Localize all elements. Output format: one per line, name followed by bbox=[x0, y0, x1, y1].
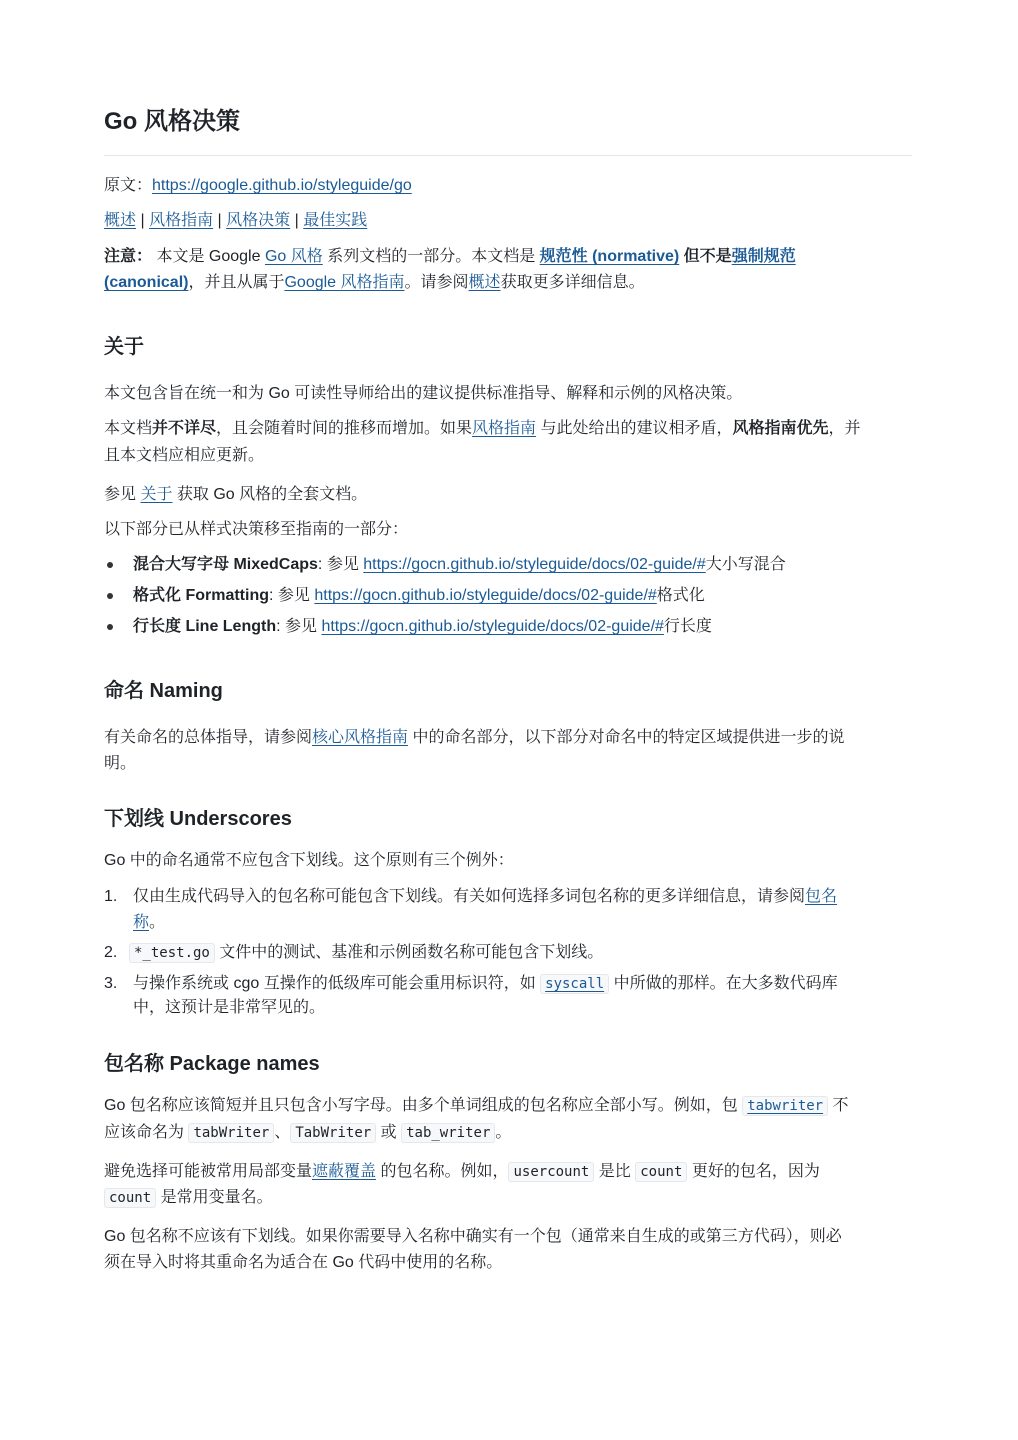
about-p2-line1 bbox=[104, 416, 912, 442]
code-usercount: usercount bbox=[508, 1162, 594, 1182]
note-text: 系列文档的一部分。本文档是 bbox=[322, 248, 540, 265]
syscall-link[interactable]: syscall bbox=[540, 974, 609, 994]
bullet-title: 格式化 Formatting bbox=[133, 587, 269, 604]
naming-p1-line2: 明。 bbox=[104, 755, 137, 772]
text: 仅由生成代码导入的包名称可能包含下划线。有关如何选择多词包名称的更多详细信息，请参阅 bbox=[133, 888, 806, 905]
bullet-title: 行长度 Line Length bbox=[133, 618, 277, 635]
source-link[interactable]: https://google.github.io/styleguide/go bbox=[152, 177, 412, 194]
text: 行长度 bbox=[663, 618, 712, 635]
text: : 参见 bbox=[276, 618, 322, 635]
nav-sep: | bbox=[140, 212, 145, 229]
code-TabWriter: TabWriter bbox=[290, 1123, 376, 1143]
text: 文件中的测试、基准和示例函数名称可能包含下划线。 bbox=[214, 944, 604, 961]
text: 或 bbox=[376, 1124, 402, 1141]
note-text: 获取更多详细信息。 bbox=[500, 274, 645, 291]
package-names-link-cont[interactable]: 称 bbox=[133, 914, 150, 931]
bold-text: 并不详尽 bbox=[152, 420, 217, 437]
bullet-icon bbox=[107, 562, 113, 568]
nav-style-guide[interactable]: 风格指南 bbox=[149, 212, 214, 229]
text: 本文档 bbox=[104, 420, 153, 437]
bullet-icon bbox=[107, 593, 113, 599]
go-style-link[interactable]: Go 风格 bbox=[264, 248, 323, 265]
text: 不 bbox=[828, 1097, 849, 1114]
text: 避免选择可能被常用局部变量 bbox=[104, 1163, 313, 1180]
text: Go 包名称应该简短并且只包含小写字母。由多个单词组成的包名称应全部小写。例如，包 bbox=[104, 1097, 743, 1114]
text: 参见 bbox=[104, 486, 141, 503]
note-label: 注意： bbox=[104, 248, 153, 265]
heading-about: 关于 bbox=[104, 336, 144, 358]
about-p3 bbox=[104, 482, 912, 508]
packages-p2-line1 bbox=[104, 1159, 912, 1185]
note-line-1 bbox=[104, 244, 912, 270]
text: ，且会随着时间的推移而增加。如果 bbox=[216, 420, 473, 437]
bullet-icon bbox=[107, 624, 113, 630]
text: 的包名称。例如， bbox=[376, 1163, 509, 1180]
shadowing-link[interactable]: 遮蔽覆盖 bbox=[312, 1163, 377, 1180]
text: 是常用变量名。 bbox=[156, 1189, 273, 1206]
code-test-go: *_test.go bbox=[129, 943, 215, 963]
note-text: 本文是 Google bbox=[152, 248, 265, 265]
nav-style-decisions[interactable]: 风格决策 bbox=[226, 212, 291, 229]
text: ，并 bbox=[828, 420, 861, 437]
text: 获取 Go 风格的全套文档。 bbox=[172, 486, 368, 503]
page-title: Go 风格决策 bbox=[104, 108, 240, 135]
text: 中所做的那样。在大多数代码库 bbox=[609, 975, 838, 992]
packages-p3-line1: Go 包名称不应该有下划线。如果你需要导入名称中确实有一个包（通常来自生成的或第三方代码），则必 bbox=[104, 1228, 842, 1245]
about-p4: 以下部分已从样式决策移至指南的一部分： bbox=[104, 521, 409, 538]
text: 中，这预计是非常罕见的。 bbox=[133, 999, 326, 1016]
doc-nav bbox=[104, 208, 912, 234]
text: 大小写混合 bbox=[705, 556, 786, 573]
text: : 参见 bbox=[269, 587, 315, 604]
about-p2-line2: 且本文档应相应更新。 bbox=[104, 447, 265, 464]
note-text: 。请参阅 bbox=[404, 274, 469, 291]
source-line bbox=[104, 173, 912, 199]
package-names-link[interactable]: 包名 bbox=[805, 888, 838, 905]
nav-sep: | bbox=[217, 212, 222, 229]
heading-naming: 命名 Naming bbox=[104, 680, 223, 702]
code-count: count bbox=[635, 1162, 687, 1182]
packages-p3-line2: 须在导入时将其重命名为适合在 Go 代码中使用的名称。 bbox=[104, 1254, 503, 1271]
canonical-link-cont[interactable]: (canonical) bbox=[104, 274, 189, 291]
overview-link[interactable]: 概述 bbox=[468, 274, 501, 291]
style-guide-link[interactable]: 风格指南 bbox=[472, 420, 537, 437]
naming-p1-line1 bbox=[104, 725, 912, 751]
text: 中的命名部分，以下部分对命名中的特定区域提供进一步的说 bbox=[408, 729, 845, 746]
text: 。 bbox=[149, 914, 166, 931]
normative-link[interactable]: 规范性 (normative) bbox=[539, 248, 680, 265]
source-label: 原文： bbox=[104, 177, 153, 194]
item-number: 3. bbox=[104, 975, 118, 992]
formatting-link[interactable]: https://gocn.github.io/styleguide/docs/02-guide/# bbox=[314, 587, 657, 604]
text: 与操作系统或 cgo 互操作的低级库可能会重用标识符，如 bbox=[133, 975, 541, 992]
bold-text: 风格指南优先 bbox=[732, 420, 829, 437]
text: 应该命名为 bbox=[104, 1124, 189, 1141]
mixedcaps-link[interactable]: https://gocn.github.io/styleguide/docs/02-guide/# bbox=[363, 556, 706, 573]
code-tabWriter: tabWriter bbox=[188, 1123, 274, 1143]
packages-p2-line2 bbox=[104, 1185, 912, 1211]
note-line-2 bbox=[104, 270, 912, 296]
text: 。 bbox=[495, 1124, 512, 1141]
nav-overview[interactable]: 概述 bbox=[104, 212, 137, 229]
about-link[interactable]: 关于 bbox=[140, 486, 173, 503]
item-number: 1. bbox=[104, 888, 118, 905]
text: 与此处给出的建议相矛盾， bbox=[536, 420, 733, 437]
text: 是比 bbox=[594, 1163, 636, 1180]
google-style-guide-link[interactable]: Google 风格指南 bbox=[284, 274, 405, 291]
nav-sep: | bbox=[294, 212, 299, 229]
title-divider bbox=[104, 155, 912, 156]
code-tab_writer: tab_writer bbox=[401, 1123, 495, 1143]
about-p1: 本文包含旨在统一和为 Go 可读性导师给出的建议提供标准指导、解释和示例的风格决策。 bbox=[104, 385, 743, 402]
code-count: count bbox=[104, 1188, 156, 1208]
bullet-title: 混合大写字母 MixedCaps bbox=[133, 556, 318, 573]
heading-underscores: 下划线 Underscores bbox=[104, 808, 292, 830]
heading-package-names: 包名称 Package names bbox=[104, 1053, 320, 1075]
underscores-intro: Go 中的命名通常不应包含下划线。这个原则有三个例外： bbox=[104, 852, 514, 869]
note-text-bold: 但不是 bbox=[679, 248, 732, 265]
tabwriter-link[interactable]: tabwriter bbox=[742, 1096, 828, 1116]
core-style-guide-link[interactable]: 核心风格指南 bbox=[312, 729, 409, 746]
text: 格式化 bbox=[656, 587, 705, 604]
nav-best-practices[interactable]: 最佳实践 bbox=[303, 212, 368, 229]
canonical-link[interactable]: 强制规范 bbox=[731, 248, 796, 265]
text: 有关命名的总体指导，请参阅 bbox=[104, 729, 313, 746]
item-number: 2. bbox=[104, 944, 118, 961]
line-length-link[interactable]: https://gocn.github.io/styleguide/docs/02-guide/# bbox=[321, 618, 664, 635]
packages-p1-line2 bbox=[104, 1120, 912, 1146]
text: 、 bbox=[274, 1124, 291, 1141]
packages-p1-line1 bbox=[104, 1093, 912, 1119]
text: 更好的包名，因为 bbox=[687, 1163, 820, 1180]
note-text: ，并且从属于 bbox=[188, 274, 285, 291]
text: : 参见 bbox=[317, 556, 364, 573]
